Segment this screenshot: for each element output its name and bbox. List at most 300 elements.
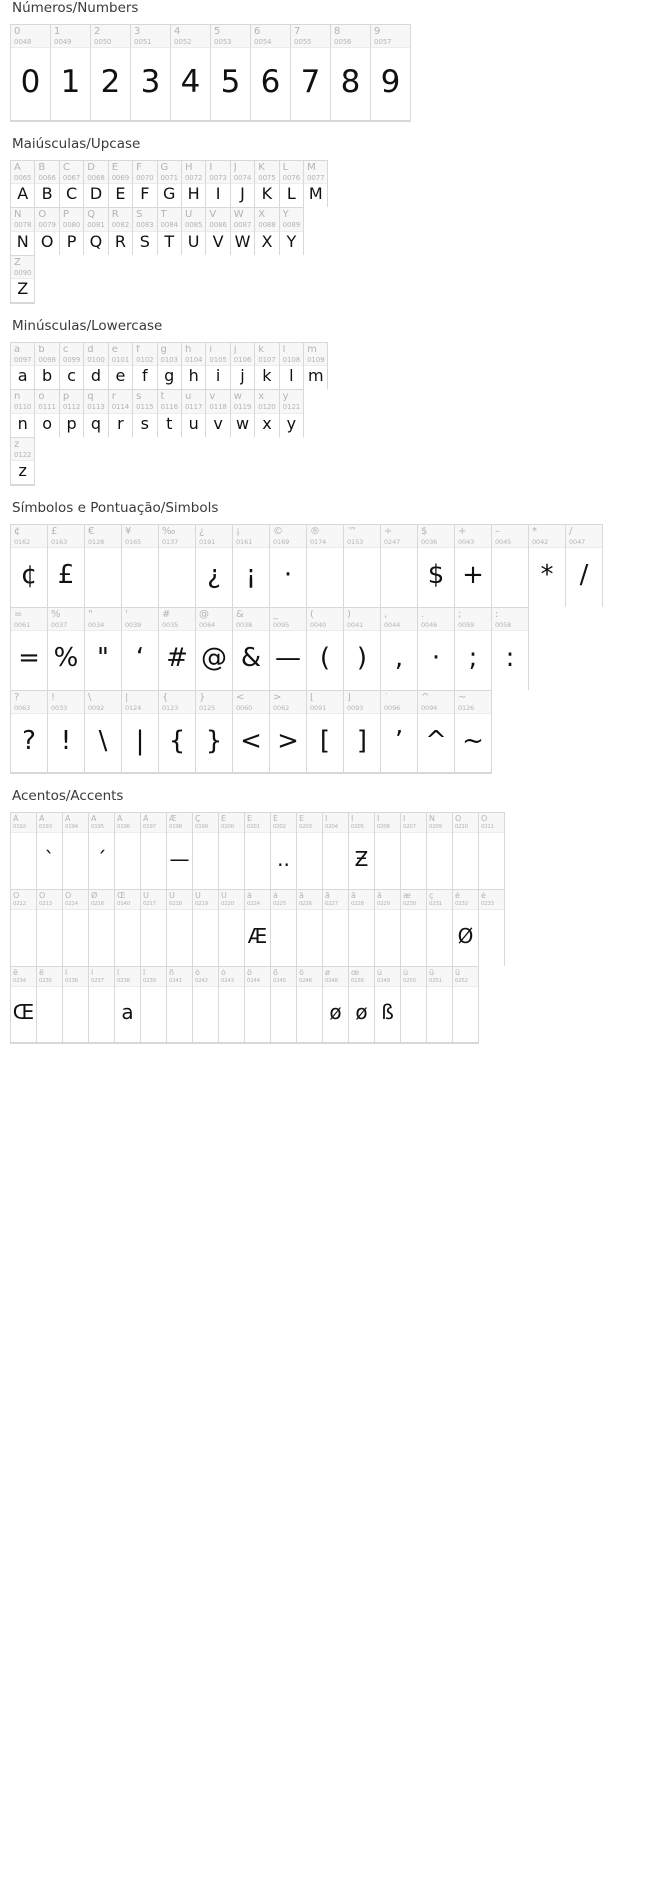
- glyph-preview: [122, 548, 158, 607]
- glyph-preview: o: [42, 413, 53, 433]
- glyph-cell[interactable]: [133, 390, 157, 436]
- glyph-cell-header: [122, 525, 158, 548]
- glyph-grid: [10, 160, 651, 304]
- glyph-code-label: 0200: [221, 824, 234, 831]
- glyph-cell[interactable]: [133, 161, 157, 207]
- glyph-char-label: Z: [14, 257, 21, 268]
- glyph-cell[interactable]: [427, 967, 453, 1043]
- glyph-cell[interactable]: [375, 967, 401, 1043]
- glyph-cell[interactable]: [193, 967, 219, 1043]
- glyph-cell[interactable]: [375, 813, 401, 889]
- glyph-preview: ¡: [245, 560, 257, 591]
- glyph-preview: 3: [140, 64, 161, 101]
- glyph-cell[interactable]: [11, 608, 48, 690]
- glyph-cell[interactable]: [280, 343, 304, 389]
- glyph-cell[interactable]: [48, 691, 85, 773]
- glyph-cell[interactable]: [84, 390, 108, 436]
- glyph-cell-header: [60, 208, 83, 231]
- glyph-cell[interactable]: [381, 691, 418, 773]
- glyph-cell[interactable]: [344, 691, 381, 773]
- glyph-cell-header: [182, 208, 205, 231]
- glyph-cell-header: [133, 161, 156, 184]
- glyph-cell[interactable]: [206, 161, 230, 207]
- glyph-cell[interactable]: [182, 390, 206, 436]
- glyph-code-label: 0056: [334, 38, 352, 46]
- glyph-cell[interactable]: [141, 967, 167, 1043]
- glyph-char-label: ç: [429, 892, 434, 901]
- glyph-cell[interactable]: [219, 890, 245, 966]
- glyph-cell[interactable]: [297, 890, 323, 966]
- glyph-cell[interactable]: [492, 525, 529, 607]
- glyph-cell[interactable]: [255, 343, 279, 389]
- glyph-cell[interactable]: [231, 390, 255, 436]
- glyph-preview: 7: [300, 64, 321, 101]
- glyph-cell-header: [131, 25, 170, 48]
- glyph-char-label: Ë: [299, 815, 305, 824]
- glyph-code-label: 0137: [162, 538, 179, 547]
- glyph-cell[interactable]: [307, 525, 344, 607]
- glyph-cell[interactable]: [159, 608, 196, 690]
- glyph-cell[interactable]: [109, 390, 133, 436]
- glyph-cell[interactable]: [85, 608, 122, 690]
- glyph-cell[interactable]: [131, 25, 171, 121]
- glyph-char-label: â: [299, 892, 304, 901]
- glyph-cell[interactable]: [133, 343, 157, 389]
- glyph-preview: [297, 987, 322, 1042]
- glyph-cell[interactable]: [171, 25, 211, 121]
- glyph-cell[interactable]: [418, 608, 455, 690]
- glyph-cell[interactable]: [307, 691, 344, 773]
- glyph-cell-header: [291, 25, 330, 48]
- glyph-code-label: 0096: [384, 704, 401, 713]
- glyph-cell[interactable]: [349, 967, 375, 1043]
- glyph-cell[interactable]: [37, 813, 63, 889]
- glyph-cell[interactable]: [182, 208, 206, 254]
- glyph-cell[interactable]: [349, 813, 375, 889]
- glyph-cell-header: [182, 161, 205, 184]
- glyph-preview: e: [115, 366, 126, 386]
- glyph-cell[interactable]: [63, 813, 89, 889]
- glyph-code-label: 0114: [111, 403, 130, 412]
- glyph-code-label: 0246: [299, 978, 312, 985]
- glyph-cell[interactable]: [11, 390, 35, 436]
- glyph-cell-header: [270, 608, 306, 631]
- glyph-cell-header: [427, 813, 452, 833]
- glyph-char-label: ¿: [199, 527, 205, 538]
- glyph-cell[interactable]: [89, 813, 115, 889]
- glyph-cell-header: [48, 525, 84, 548]
- glyph-cell[interactable]: [271, 813, 297, 889]
- glyph-cell[interactable]: [271, 967, 297, 1043]
- glyph-cell[interactable]: [11, 161, 35, 207]
- glyph-cell[interactable]: [158, 161, 182, 207]
- glyph-cell[interactable]: [193, 813, 219, 889]
- glyph-cell[interactable]: [455, 525, 492, 607]
- glyph-preview: ,: [394, 643, 404, 674]
- glyph-cell[interactable]: [401, 967, 427, 1043]
- glyph-cell[interactable]: [455, 608, 492, 690]
- glyph-char-label: ô: [247, 969, 252, 978]
- glyph-code-label: 0105: [209, 356, 227, 365]
- glyph-cell[interactable]: [115, 813, 141, 889]
- glyph-preview: Ø: [457, 923, 474, 948]
- glyph-cell-header: [84, 161, 107, 184]
- glyph-row: [10, 389, 304, 436]
- glyph-preview: [141, 833, 166, 889]
- glyph-cell[interactable]: [255, 390, 279, 436]
- glyph-preview: N: [16, 231, 29, 251]
- glyph-cell[interactable]: [418, 525, 455, 607]
- glyph-cell[interactable]: [91, 25, 131, 121]
- glyph-cell-header: [304, 343, 327, 366]
- glyph-preview: c: [67, 366, 76, 386]
- glyph-cell-header: [63, 967, 88, 987]
- glyph-char-label: #: [162, 610, 171, 621]
- glyph-code-label: 0156: [351, 978, 364, 985]
- glyph-cell-header: [401, 890, 426, 910]
- glyph-cell-header: [109, 343, 132, 366]
- glyph-cell-header: [35, 390, 58, 413]
- glyph-code-label: 0055: [294, 38, 312, 46]
- glyph-cell[interactable]: [63, 967, 89, 1043]
- glyph-preview: R: [114, 231, 126, 251]
- glyph-row: [10, 607, 529, 690]
- glyph-preview: =: [18, 643, 40, 674]
- glyph-cell[interactable]: [11, 25, 51, 121]
- glyph-preview: A: [17, 184, 29, 204]
- glyph-preview: [63, 987, 88, 1042]
- glyph-cell[interactable]: [37, 967, 63, 1043]
- glyph-code-label: 0097: [14, 356, 32, 365]
- glyph-char-label: î: [117, 969, 120, 978]
- glyph-cell[interactable]: [60, 343, 84, 389]
- glyph-cell[interactable]: [381, 525, 418, 607]
- glyph-cell[interactable]: [122, 608, 159, 690]
- glyph-cell[interactable]: [48, 608, 85, 690]
- glyph-code-label: 0079: [38, 221, 56, 230]
- glyph-cell[interactable]: [344, 608, 381, 690]
- glyph-preview: —: [169, 846, 190, 871]
- glyph-cell-header: [85, 525, 121, 548]
- glyph-preview: ;: [468, 643, 478, 674]
- glyph-char-label: ¥: [125, 527, 132, 538]
- glyph-cell[interactable]: [85, 525, 122, 607]
- glyph-char-label: å: [377, 892, 382, 901]
- glyph-cell[interactable]: [245, 890, 271, 966]
- glyph-cell[interactable]: [206, 208, 230, 254]
- glyph-cell[interactable]: [233, 608, 270, 690]
- glyph-preview: +: [462, 560, 484, 591]
- glyph-cell[interactable]: [115, 967, 141, 1043]
- glyph-char-label: P: [62, 210, 69, 221]
- glyph-cell[interactable]: [182, 343, 206, 389]
- glyph-code-label: 0225: [273, 901, 286, 908]
- glyph-cell-header: [323, 967, 348, 987]
- glyph-cell[interactable]: [233, 525, 270, 607]
- glyph-preview: [297, 910, 322, 966]
- glyph-cell[interactable]: [51, 25, 91, 121]
- glyph-cell[interactable]: [255, 161, 279, 207]
- glyph-char-label: *: [532, 527, 537, 538]
- glyph-cell[interactable]: [159, 691, 196, 773]
- glyph-cell[interactable]: [492, 608, 529, 690]
- glyph-cell[interactable]: [251, 25, 291, 121]
- glyph-cell[interactable]: [11, 438, 35, 485]
- glyph-cell[interactable]: [109, 343, 133, 389]
- glyph-cell[interactable]: [271, 890, 297, 966]
- glyph-cell[interactable]: [455, 691, 492, 773]
- glyph-cell[interactable]: [427, 890, 453, 966]
- glyph-cell[interactable]: [35, 390, 59, 436]
- glyph-cell[interactable]: [89, 890, 115, 966]
- glyph-cell[interactable]: [182, 161, 206, 207]
- glyph-cell[interactable]: [280, 161, 304, 207]
- glyph-cell[interactable]: [529, 525, 566, 607]
- glyph-cell-header: [35, 343, 58, 366]
- glyph-cell[interactable]: [63, 890, 89, 966]
- glyph-cell[interactable]: [109, 208, 133, 254]
- glyph-cell-header: [11, 525, 47, 548]
- glyph-char-label: .: [421, 610, 425, 621]
- glyph-preview: 8: [340, 64, 361, 101]
- glyph-preview: [141, 987, 166, 1042]
- glyph-cell[interactable]: [231, 343, 255, 389]
- glyph-cell[interactable]: [11, 967, 37, 1043]
- glyph-char-label: 2: [94, 27, 101, 37]
- glyph-code-label: 0057: [374, 38, 392, 46]
- glyph-char-label: !: [51, 693, 56, 704]
- glyph-cell[interactable]: [35, 161, 59, 207]
- glyph-char-label: è: [455, 892, 460, 901]
- glyph-code-label: 0045: [495, 538, 512, 547]
- glyph-code-label: 0161: [236, 538, 253, 547]
- glyph-preview: [375, 833, 400, 889]
- glyph-cell[interactable]: [291, 25, 331, 121]
- glyph-cell[interactable]: [11, 890, 37, 966]
- glyph-cell[interactable]: [304, 161, 328, 207]
- glyph-char-label: Q: [87, 210, 96, 221]
- glyph-char-label: A: [14, 163, 21, 173]
- glyph-code-label: 0212: [13, 901, 26, 908]
- glyph-cell[interactable]: [11, 813, 37, 889]
- glyph-cell-header: [455, 525, 491, 548]
- glyph-cell-header: [141, 967, 166, 987]
- glyph-char-label: ò: [195, 969, 200, 978]
- glyph-cell[interactable]: [323, 813, 349, 889]
- glyph-cell[interactable]: [219, 967, 245, 1043]
- glyph-code-label: 0120: [258, 403, 276, 412]
- glyph-cell[interactable]: [231, 161, 255, 207]
- glyph-cell[interactable]: [115, 890, 141, 966]
- glyph-cell[interactable]: [167, 813, 193, 889]
- glyph-cell[interactable]: [158, 343, 182, 389]
- glyph-cell[interactable]: [84, 208, 108, 254]
- glyph-char-label: C: [62, 163, 70, 173]
- glyph-cell[interactable]: [280, 390, 304, 436]
- glyph-preview: %: [53, 643, 79, 674]
- glyph-cell[interactable]: [344, 525, 381, 607]
- glyph-cell[interactable]: [122, 525, 159, 607]
- glyph-code-label: 0115: [136, 403, 154, 412]
- glyph-cell[interactable]: [323, 890, 349, 966]
- glyph-cell[interactable]: [255, 208, 279, 254]
- glyph-char-label: U: [184, 210, 193, 221]
- glyph-char-label: I: [209, 163, 213, 173]
- glyph-code-label: 0075: [258, 174, 276, 182]
- glyph-cell[interactable]: [159, 525, 196, 607]
- glyph-preview: 6: [260, 64, 281, 101]
- glyph-cell[interactable]: [193, 890, 219, 966]
- glyph-preview: s: [140, 413, 149, 433]
- glyph-char-label: <: [236, 693, 245, 704]
- glyph-char-label: c: [62, 345, 69, 356]
- glyph-cell[interactable]: [331, 25, 371, 121]
- glyph-cell[interactable]: [11, 208, 35, 254]
- glyph-char-label: (: [310, 610, 314, 621]
- glyph-row: [10, 437, 35, 486]
- glyph-cell-header: [115, 967, 140, 987]
- glyph-char-label: R: [111, 210, 119, 221]
- glyph-preview: i: [215, 366, 221, 386]
- glyph-cell[interactable]: [211, 25, 251, 121]
- glyph-cell[interactable]: [371, 25, 411, 121]
- glyph-cell[interactable]: [37, 890, 63, 966]
- glyph-cell[interactable]: [280, 208, 304, 254]
- glyph-cell[interactable]: [270, 525, 307, 607]
- glyph-char-label: k: [258, 345, 265, 356]
- glyph-cell-header: [297, 890, 322, 910]
- glyph-cell[interactable]: [48, 525, 85, 607]
- glyph-cell[interactable]: [60, 208, 84, 254]
- glyph-cell-header: [193, 813, 218, 833]
- glyph-cell[interactable]: [479, 890, 505, 966]
- glyph-cell[interactable]: [427, 813, 453, 889]
- glyph-cell[interactable]: [89, 967, 115, 1043]
- glyph-cell[interactable]: [233, 691, 270, 773]
- glyph-cell-header: [479, 890, 504, 910]
- glyph-code-label: 0110: [14, 403, 32, 412]
- glyph-cell[interactable]: [84, 343, 108, 389]
- glyph-preview: a: [121, 1000, 134, 1025]
- glyph-cell[interactable]: [11, 525, 48, 607]
- glyph-char-label: V: [209, 210, 217, 221]
- glyph-cell[interactable]: [245, 967, 271, 1043]
- glyph-cell[interactable]: [453, 890, 479, 966]
- glyph-cell-header: [344, 691, 380, 714]
- glyph-code-label: 0042: [532, 538, 549, 547]
- glyph-cell[interactable]: [196, 608, 233, 690]
- glyph-char-label: Î: [377, 815, 380, 824]
- glyph-preview: Ƶ: [354, 846, 369, 871]
- glyph-cell-header: [11, 608, 47, 631]
- glyph-cell[interactable]: [401, 890, 427, 966]
- glyph-cell[interactable]: [85, 691, 122, 773]
- glyph-cell[interactable]: [167, 967, 193, 1043]
- glyph-cell[interactable]: [11, 256, 35, 303]
- glyph-char-label: w: [233, 392, 242, 403]
- glyph-code-label: 0101: [111, 356, 130, 365]
- glyph-cell[interactable]: [206, 343, 230, 389]
- glyph-cell[interactable]: [167, 890, 193, 966]
- glyph-cell[interactable]: [133, 208, 157, 254]
- section-accents: [10, 788, 651, 1044]
- glyph-preview: *: [540, 560, 554, 591]
- glyph-cell-header: [331, 25, 370, 48]
- glyph-preview: x: [262, 413, 272, 433]
- glyph-cell[interactable]: [375, 890, 401, 966]
- glyph-cell[interactable]: [11, 691, 48, 773]
- glyph-cell[interactable]: [84, 161, 108, 207]
- glyph-cell[interactable]: [60, 390, 84, 436]
- glyph-cell[interactable]: [35, 208, 59, 254]
- glyph-cell[interactable]: [206, 390, 230, 436]
- glyph-cell[interactable]: [566, 525, 603, 607]
- glyph-cell-header: [280, 208, 303, 231]
- glyph-preview: P: [66, 231, 77, 251]
- glyph-cell[interactable]: [35, 343, 59, 389]
- glyph-code-label: 0098: [38, 356, 56, 365]
- glyph-cell[interactable]: [219, 813, 245, 889]
- glyph-cell[interactable]: [297, 813, 323, 889]
- glyph-cell[interactable]: [141, 813, 167, 889]
- glyph-cell[interactable]: [231, 208, 255, 254]
- glyph-cell-header: [323, 890, 348, 910]
- glyph-code-label: 0106: [233, 356, 252, 365]
- glyph-row: [10, 524, 603, 607]
- glyph-cell-header: [381, 691, 417, 714]
- glyph-cell[interactable]: [304, 343, 328, 389]
- glyph-cell[interactable]: [453, 967, 479, 1043]
- glyph-cell[interactable]: [418, 691, 455, 773]
- glyph-cell[interactable]: [323, 967, 349, 1043]
- glyph-cell[interactable]: [122, 691, 159, 773]
- glyph-cell-header: [60, 390, 83, 413]
- glyph-cell[interactable]: [297, 967, 323, 1043]
- glyph-cell[interactable]: [270, 608, 307, 690]
- glyph-cell[interactable]: [307, 608, 344, 690]
- glyph-preview: [344, 548, 380, 607]
- glyph-row: [10, 889, 505, 966]
- glyph-cell[interactable]: [109, 161, 133, 207]
- glyph-cell[interactable]: [60, 161, 84, 207]
- glyph-cell[interactable]: [196, 691, 233, 773]
- glyph-code-label: 0219: [195, 901, 208, 908]
- glyph-cell[interactable]: [270, 691, 307, 773]
- glyph-cell[interactable]: [453, 813, 479, 889]
- glyph-cell[interactable]: [381, 608, 418, 690]
- glyph-cell[interactable]: [245, 813, 271, 889]
- glyph-preview: [37, 987, 62, 1042]
- section-title: Minúsculas/Lowercase: [12, 318, 163, 335]
- glyph-preview: 9: [380, 64, 401, 101]
- glyph-cell[interactable]: [158, 390, 182, 436]
- glyph-code-label: 0060: [236, 704, 253, 713]
- glyph-cell[interactable]: [141, 890, 167, 966]
- glyph-cell[interactable]: [349, 890, 375, 966]
- glyph-code-label: 0063: [14, 704, 31, 713]
- glyph-cell[interactable]: [479, 813, 505, 889]
- glyph-cell[interactable]: [158, 208, 182, 254]
- glyph-cell[interactable]: [11, 343, 35, 389]
- glyph-cell[interactable]: [401, 813, 427, 889]
- glyph-cell-header: [453, 890, 478, 910]
- glyph-preview: [401, 833, 426, 889]
- glyph-code-label: 0072: [184, 174, 203, 182]
- glyph-cell-header: [529, 525, 565, 548]
- glyph-cell-header: [60, 161, 83, 184]
- glyph-char-label: Ï: [403, 815, 406, 824]
- glyph-cell[interactable]: [196, 525, 233, 607]
